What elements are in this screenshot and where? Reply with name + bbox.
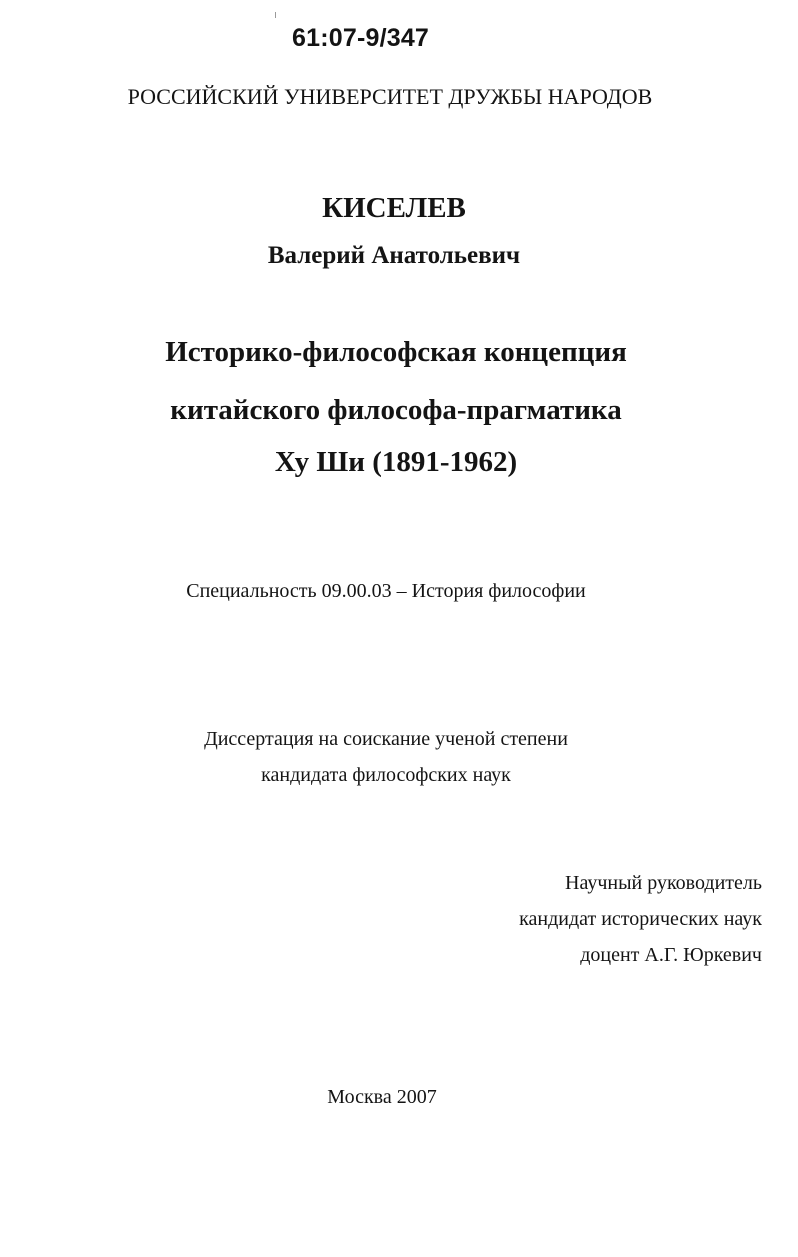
author-given-names: Валерий Анатольевич [267, 242, 521, 269]
dissertation-line-1: Диссертация на соискание ученой степени [204, 728, 568, 750]
advisor-line-2: кандидат исторических наук [519, 908, 762, 930]
university-name: РОССИЙСКИЙ УНИВЕРСИТЕТ ДРУЖБЫ НАРОДОВ [127, 84, 653, 109]
scan-mark [275, 12, 276, 18]
advisor-line-1: Научный руководитель [565, 872, 762, 894]
city-year: Москва 2007 [327, 1086, 437, 1108]
title-line-3: Ху Ши (1891-1962) [274, 446, 518, 478]
title-line-1: Историко-философская концепция [165, 336, 627, 368]
title-line-2: китайского философа-прагматика [170, 394, 622, 426]
library-code: 61:07-9/347 [292, 24, 430, 52]
specialty-line: Специальность 09.00.03 – История философии [186, 580, 586, 602]
author-surname: КИСЕЛЕВ [322, 192, 466, 224]
dissertation-line-2: кандидата философских наук [261, 764, 511, 786]
advisor-line-3: доцент А.Г. Юркевич [580, 944, 762, 966]
